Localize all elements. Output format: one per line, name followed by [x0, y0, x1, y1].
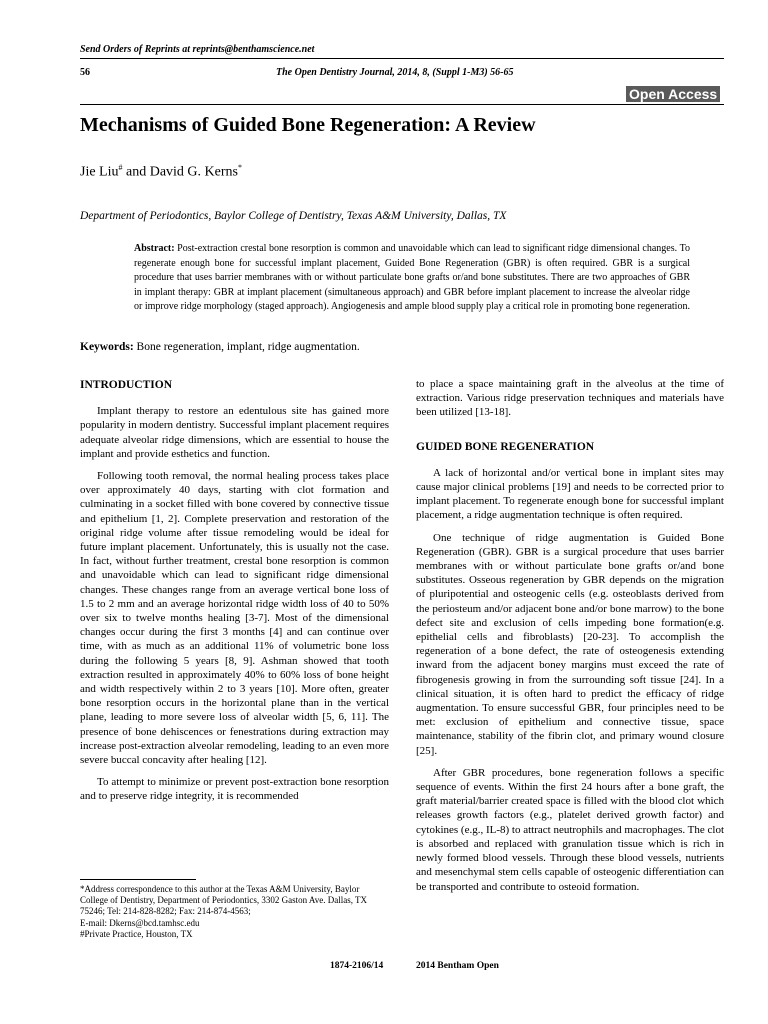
abstract-label: Abstract: — [134, 243, 175, 254]
footnote-email: E-mail: Dkerns@bcd.tamhsc.edu — [80, 917, 200, 928]
footnote-address: *Address correspondence to this author at the Texas A&M University, Baylor College of Dentistry, Department of Periodontics, 3302 Gaston Ave. Dallas, TX 75246; Tel: 214-828-8282; Fax: 214-874-4563; — [80, 884, 368, 917]
keywords-text: Bone regeneration, implant, ridge augmentation. — [133, 341, 360, 353]
affiliation: Department of Periodontics, Baylor College of Dentistry, Texas A&M University, Dallas, TX — [80, 210, 507, 222]
article-title: Mechanisms of Guided Bone Regeneration: A Review — [80, 114, 536, 136]
author-list — [80, 163, 242, 181]
copyright: 2014 Bentham Open — [416, 961, 499, 971]
author-2-mark: * — [237, 163, 242, 172]
section-heading-gbr: GUIDED BONE REGENERATION — [416, 440, 595, 453]
abstract — [134, 242, 690, 315]
paragraph: Following tooth removal, the normal healing process takes place over approximately 40 days, starting with clot formation and culminating in a socket filled with bone covered by connective tissue and epithelium [1, 2]. Complete preservation and restoration of the original ridge volume after tissue remodeling would be ideal for future implant placement. Unfortunately, this is usually not the case. In fact, without further treatment, crestal bone resorption is common and unavoidable which can lead to significant ridge dimensional changes. These changes range from an average vertical bone loss of 1.5 to 2 mm and an average horizontal ridge width loss of 40 to 50% over six to twelve months healing [3-7]. Most of the dimensional changes occur during the first 3 months [4] and can continue over time, with as much as an additional 11% of volumetric bone loss during the following 5 years [8, 9]. Ashman showed that tooth extraction resulted in approximately 40% to 60% loss of bone height and width respectively within 2 to 3 years [10]. More often, greater bone resorption occurs in the horizontal plane than in the vertical plane, leading to more severe loss of alveolar width [5, 6, 11]. The presence of bone dehiscences or fenestrations during extraction may increase post-extraction alveolar remodeling, leading to an even more severe buccal concavity after healing [12]. — [80, 470, 389, 767]
reprints-notice: Send Orders of Reprints at reprints@benthamscience.net — [80, 44, 315, 55]
abstract-text: Post-extraction crestal bone resorption is common and unavoidable which can lead to significant ridge dimensional changes. To regenerate enough bone for successful implant placement, Guided Bone Regeneration (GBR) is often required. GBR is a surgical procedure that uses barrier membranes with or without particulate bone grafts or/and bone substitutes. There are two approaches of GBR in implant therapy: GBR at implant placement (simultaneous approach) and GBR before implant placement to increase the alveolar ridge or improve ridge morphology (staged approach). Angiogenesis and ample blood supply play a critical role in promoting bone regeneration. — [134, 243, 690, 312]
paragraph: To attempt to minimize or prevent post-extraction bone resorption and to preserve ridge integrity, it is recommended — [80, 776, 389, 803]
keywords-label: Keywords: — [80, 341, 134, 353]
paragraph: One technique of ridge augmentation is Guided Bone Regeneration (GBR). GBR is a surgical procedure that uses barrier membranes with or without particulate bone grafts or/and bone substitutes. Osseous regeneration by GBR depends on the migration of pluripotential and osteogenic cells (e.g. osteoblasts derived from the periosteum and/or adjacent bone and/or bone marrow) to the bone defect site and exclusion of cells impeding bone formation(e.g. epithelial cells and fibroblasts) [20-23]. To accomplish the regeneration of a bone defect, the rate of osteogenesis extending inward from the adjacent boney margins must exceed the rate of fibrogenesis growing in from the surrounding soft tissue [24]. In a clinical situation, it is often hard to predict the efficacy of ridge augmentation. To ensure successful GBR, four principles need to be met: exclusion of epithelium and connective tissue, space maintenance, stability of the fibrin clot, and primary wound closure [25]. — [416, 531, 724, 757]
section-heading-introduction: INTRODUCTION — [80, 379, 173, 391]
title-divider — [80, 104, 724, 105]
header-divider — [80, 58, 724, 59]
keywords — [80, 341, 360, 353]
footnote-divider — [80, 879, 196, 880]
paragraph: A lack of horizontal and/or vertical bone in implant sites may cause major clinical problems [19] and needs to be corrected prior to implant placement. To regenerate enough bone for successful implant placement, a ridge augmentation technique is often required. — [416, 466, 724, 522]
paragraph: Implant therapy to restore an edentulous site has gained more popularity in modern dentistry. Successful implant placement requires adequate alveolar ridge dimensions, which are essential to house the implant and provide esthetics and function. — [80, 405, 389, 460]
right-column — [416, 377, 724, 902]
paragraph-continued: to place a space maintaining graft in the alveolus at the time of extraction. Various ridge preservation techniques and materials have been utilized [13-18]. — [416, 378, 724, 419]
page-number: 56 — [80, 67, 90, 78]
author-2: and David G. Kerns — [122, 164, 238, 180]
author-1-mark: # — [118, 163, 123, 172]
footnote-affiliation: #Private Practice, Houston, TX — [80, 928, 193, 939]
left-column — [80, 378, 389, 812]
author-1: Jie Liu — [80, 164, 119, 180]
issn: 1874-2106/14 — [330, 961, 384, 971]
open-access-badge: Open Access — [626, 86, 720, 102]
journal-citation: The Open Dentistry Journal, 2014, 8, (Suppl 1-M3) 56-65 — [276, 67, 514, 78]
paragraph: After GBR procedures, bone regeneration follows a specific sequence of events. Within the first 24 hours after a bone graft, the graft material/barrier created space is filled with the blood clot which releases growth factors (e.g., platelet derived growth factor) and cytokines (e.g., IL-8) to attract neutrophils and macrophages. The clot is absorbed and replaced with granulation tissue which is rich in newly formed blood vessels. Through these blood vessels, nutrients and mesenchymal stem cells capable of osteogenic differentiation can be transported and contribute to osteoid formation. — [416, 766, 724, 893]
footnote — [80, 884, 389, 940]
